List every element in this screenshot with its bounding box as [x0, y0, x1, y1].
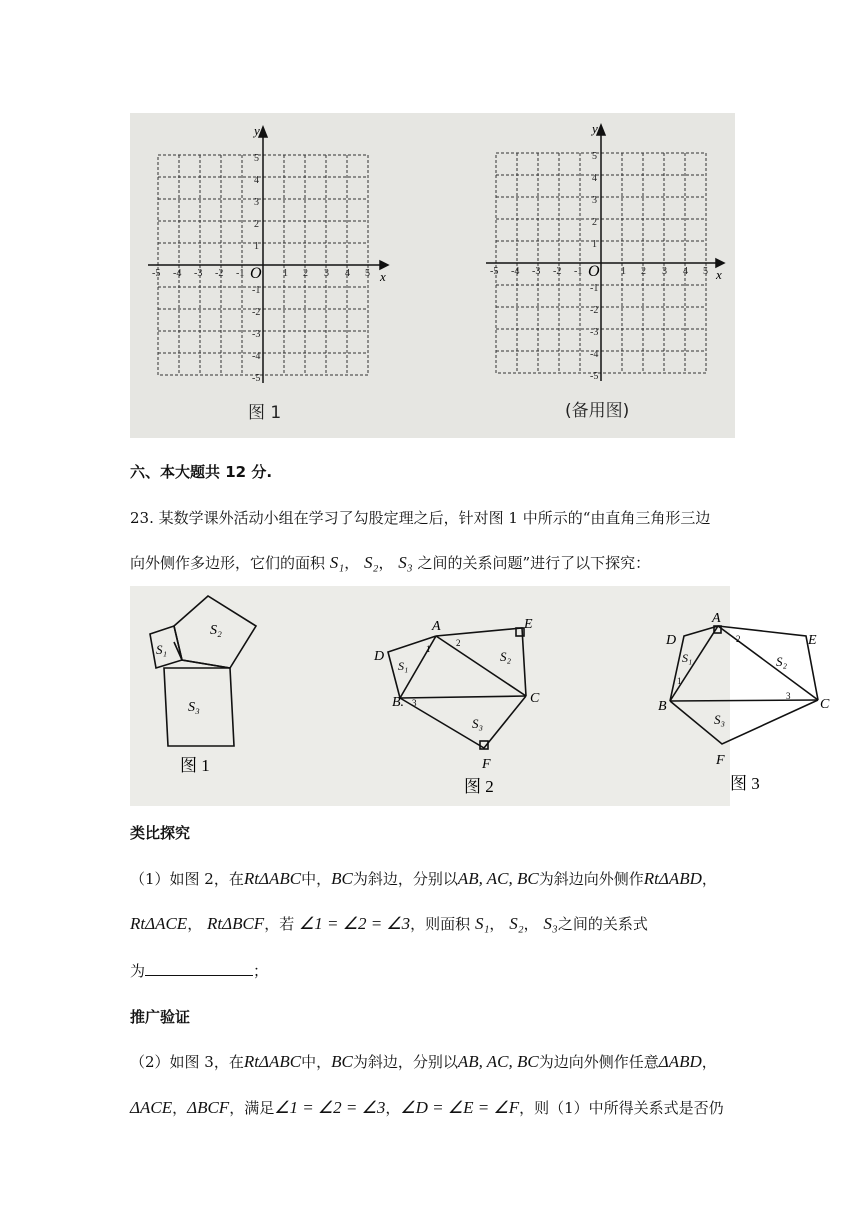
triangle-abd: ΔABD [658, 1052, 702, 1071]
answer-blank[interactable] [145, 961, 253, 976]
rt-abd: RtΔABD [643, 869, 702, 888]
svg-text:3: 3 [254, 197, 259, 208]
svg-text:5: 5 [592, 151, 597, 162]
figure-1-pythagorean-squares [150, 596, 256, 746]
fig2-angle-3: 3 [412, 698, 417, 708]
angles-equal: ∠1 = ∠2 = ∠3 [274, 1098, 386, 1117]
fig2-label-e: E [524, 617, 533, 632]
svg-text:2: 2 [592, 217, 597, 228]
x-axis-label-left: x [380, 269, 386, 284]
fig3-label-s2: S₂ [776, 654, 788, 669]
svg-text:-3: -3 [590, 327, 599, 338]
fig2-label-a: A [432, 619, 441, 634]
svg-text:2: 2 [303, 268, 308, 279]
svg-text:5: 5 [254, 153, 259, 164]
part2-text-a: （2）如图 3，在 [130, 1053, 244, 1071]
rt-abc: RtΔABC [243, 1052, 302, 1071]
part2-text-b: 中， [301, 1053, 332, 1071]
separator: ， [378, 554, 394, 572]
svg-text:2: 2 [641, 266, 646, 277]
part1-line-3 [130, 960, 268, 981]
svg-text:-3: -3 [252, 329, 261, 340]
part1-text-c: 为斜边，分别以 [352, 870, 458, 888]
fig2-label-s3: S₃ [472, 716, 484, 731]
separator: ， [489, 915, 505, 933]
part1-text-if: ，若 [264, 915, 295, 933]
grid-figure-1-caption: 图 1 [248, 403, 282, 423]
part1-line-1 [130, 868, 717, 889]
fig2-angle-1: 1 [426, 644, 431, 654]
svg-text:-1: -1 [236, 268, 245, 279]
svg-text:-1: -1 [590, 283, 599, 294]
part1-text-d: 为斜边向外侧作 [538, 870, 644, 888]
axes-right [486, 125, 724, 381]
triangle-bcf: ΔBCF [187, 1098, 230, 1117]
fig3-label-d: D [666, 633, 677, 648]
fig2-caption: 图 2 [464, 777, 494, 796]
svg-text:1: 1 [283, 268, 288, 279]
part1-comma: ， [187, 915, 203, 933]
part1-text-area: ，则面积 [410, 915, 471, 933]
part2-text-question: ，则（1）中所得关系式是否仍 [519, 1099, 724, 1117]
part1-heading: 类比探究 [130, 824, 191, 842]
s1-symbol: S₁ [329, 553, 345, 572]
fig1-label-s3: S₃ [188, 700, 200, 715]
svg-text:1: 1 [254, 241, 259, 252]
svg-text:-5: -5 [252, 373, 261, 384]
angles-equal: ∠1 = ∠2 = ∠3 [299, 914, 411, 933]
svg-text:-3: -3 [532, 266, 541, 277]
svg-text:4: 4 [254, 175, 259, 186]
part2-line-1 [130, 1051, 717, 1072]
part2-comma-2: ， [385, 1099, 401, 1117]
part2-heading: 推广验证 [130, 1008, 191, 1026]
coordinate-grids-svg [130, 113, 735, 438]
x-axis-label-right: x [716, 267, 722, 282]
fig3-label-c: C [820, 697, 830, 712]
s1-symbol: S₁ [474, 914, 490, 933]
svg-text:-1: -1 [574, 266, 583, 277]
section-heading: 六、本大题共 12 分. [130, 463, 273, 481]
svg-text:-2: -2 [553, 266, 562, 277]
fig3-label-s1: S₁ [682, 651, 693, 665]
svg-text:1: 1 [592, 239, 597, 250]
fig2-label-s1: S₁ [398, 659, 409, 673]
problem-23-line-2-b: 之间的关系问题”进行了以下探究： [417, 554, 651, 572]
svg-text:-3: -3 [194, 268, 203, 279]
separator: ， [523, 915, 539, 933]
figure-3-general-triangles [670, 626, 818, 744]
svg-text:2: 2 [254, 219, 259, 230]
rt-bcf: RtΔBCF [207, 914, 265, 933]
svg-text:5: 5 [365, 268, 370, 279]
fig3-label-f: F [716, 753, 725, 768]
s3-symbol: S₃ [543, 914, 558, 933]
fig1-label-s2: S₂ [210, 623, 222, 638]
fig2-label-s2: S₂ [500, 649, 512, 664]
ab-ac-bc: AB, AC, BC [457, 1052, 539, 1071]
svg-text:-2: -2 [215, 268, 224, 279]
ab-ac-bc: AB, AC, BC [457, 869, 539, 888]
svg-text:-4: -4 [511, 266, 520, 277]
angles-def-equal: ∠D = ∠E = ∠F [400, 1098, 520, 1117]
svg-text:3: 3 [662, 266, 667, 277]
svg-text:4: 4 [592, 173, 597, 184]
fig3-angle-2: 2 [736, 634, 741, 644]
geometry-figures-svg [130, 586, 830, 806]
svg-text:4: 4 [345, 268, 350, 279]
svg-text:-4: -4 [252, 351, 261, 362]
part2-comma: ， [172, 1099, 188, 1117]
geometry-figures-photo [130, 586, 830, 806]
svg-text:-1: -1 [252, 285, 261, 296]
svg-text:-4: -4 [173, 268, 182, 279]
part1-text-b: 中， [301, 870, 332, 888]
svg-text:-5: -5 [152, 268, 161, 279]
fig3-label-a: A [712, 611, 721, 626]
fig2-label-b: B. [392, 695, 405, 710]
fig2-label-f: F [482, 757, 491, 772]
fig1-caption: 图 1 [180, 756, 210, 775]
svg-text:5: 5 [703, 266, 708, 277]
fig3-angle-3: 3 [786, 691, 791, 701]
origin-label-left: O [250, 265, 262, 282]
svg-text:-2: -2 [590, 305, 599, 316]
part1-text-wei: 为 [130, 962, 146, 980]
fig2-angle-2: 2 [456, 638, 461, 648]
fig3-label-b: B [658, 699, 667, 714]
y-axis-label-left: y [254, 123, 260, 138]
problem-23-line-2 [130, 552, 650, 573]
s3-symbol: S₃ [398, 553, 413, 572]
fig3-label-s3: S₃ [714, 712, 726, 727]
fig3-caption: 图 3 [730, 774, 760, 793]
part2-comma: ， [701, 1053, 717, 1071]
part1-semicolon: ； [253, 962, 269, 980]
part2-line-2 [130, 1097, 724, 1118]
part1-line-2 [130, 913, 648, 934]
problem-23-line-1: 23. 某数学课外活动小组在学习了勾股定理之后，针对图 1 中所示的“由直角三角形三边 [130, 509, 711, 527]
origin-label-right: O [588, 263, 600, 280]
fig1-label-s1: S₁ [156, 642, 168, 657]
rt-abc: RtΔABC [243, 869, 302, 888]
part1-comma: ， [701, 870, 717, 888]
axes-left [148, 127, 388, 383]
bc: BC [331, 1052, 353, 1071]
part2-text-c: 为斜边，分别以 [352, 1053, 458, 1071]
fig2-label-c: C [530, 691, 540, 706]
svg-text:4: 4 [683, 266, 688, 277]
problem-23-line-2-a: 向外侧作多边形，它们的面积 [130, 554, 326, 572]
bc: BC [331, 869, 353, 888]
svg-text:1: 1 [621, 266, 626, 277]
svg-text:-4: -4 [590, 349, 599, 360]
svg-text:-5: -5 [490, 266, 499, 277]
svg-text:3: 3 [324, 268, 329, 279]
y-axis-label-right: y [592, 121, 598, 136]
coordinate-grids-photo [130, 113, 735, 438]
part2-text-d: 为边向外侧作任意 [538, 1053, 659, 1071]
svg-text:-2: -2 [252, 307, 261, 318]
svg-text:-5: -5 [590, 371, 599, 382]
svg-text:3: 3 [592, 195, 597, 206]
fig3-angle-1: 1 [677, 676, 682, 686]
separator: ， [344, 554, 360, 572]
part1-text-relation: 之间的关系式 [557, 915, 648, 933]
part2-text-satisfy: ，满足 [229, 1099, 275, 1117]
fig3-label-e: E [808, 633, 817, 648]
fig2-label-d: D [374, 649, 385, 664]
s2-symbol: S₂ [509, 914, 524, 933]
part1-text-a: （1）如图 2，在 [130, 870, 244, 888]
triangle-ace: ΔACE [130, 1098, 173, 1117]
rt-ace: RtΔACE [130, 914, 188, 933]
s2-symbol: S₂ [364, 553, 379, 572]
grid-figure-spare-caption: (备用图) [565, 401, 630, 421]
